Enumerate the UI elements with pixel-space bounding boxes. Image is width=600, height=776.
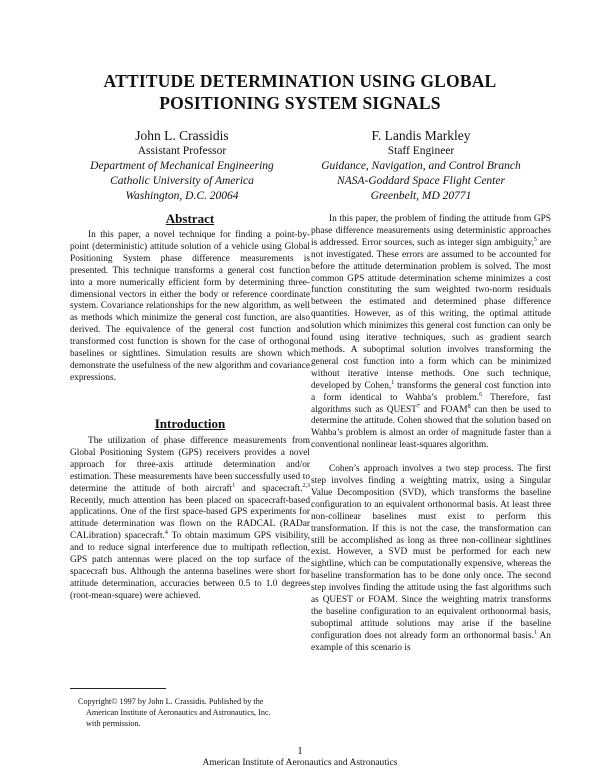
- body-paragraph-2: Cohen’s approach involves a two step process. The first step involves finding a weighting matrix, using a Singular Value Decomposition (SVD), which transforms the baseline configuration to an equivalent orthonormal basis. At least three non-collinear baselines must exist to perform this transformation. If this is not the case, the transformation can still be accomplished as long as three non-collinear sightlines exist. However, a SVD must be performed for each new sightline, which can be computationally expensive, whereas the baseline transformation has to be done only once. The second step involves finding the attitude using the fast algorithms such as QUEST or FOAM. Since the weighting matrix transforms the baseline configuration to an equivalent orthonormal basis, suboptimal attitude solutions may arise if the baseline configuration does not already form an orthonormal basis.$^1$ An example of this scenario is: [311, 464, 551, 653]
- author-institution: Catholic University of America: [110, 175, 254, 187]
- author-role: Assistant Professor: [137, 145, 227, 157]
- author-name: F. Landis Markley: [371, 128, 471, 143]
- page-footer: American Institute of Aeronautics and Astronautics: [202, 758, 398, 768]
- title-line-1: ATTITUDE DETERMINATION USING GLOBAL: [103, 71, 497, 91]
- introduction-paragraph: The utilization of phase difference measurements from Global Positioning System (GPS) receivers provides a novel approach for three-axis attitude determination and/or estimation. These measurements have been successfully used to determine the attitude of both aircraft$^1$ and spacecraft.$^{2,3}$ Recently, much attention has been placed on spacecraft-based applications. One of the first space-based GPS experiments for attitude determination was flown on the RADCAL (RADar CALibration) spacecraft.$^4$ To obtain maximum GPS visibility, and to reduce signal interference due to multipath reflection, GPS patch antennas were placed on the top surface of the spacecraft bus. Although the antenna baselines were short for attitude determination, accuracies between 0.5 to 1.0 degrees (root-mean-square) were achieved.: [70, 436, 310, 601]
- copyright-footnote: [78, 696, 298, 729]
- author-name: John L. Crassidis: [135, 128, 229, 143]
- citation: 6: [479, 391, 483, 398]
- title-line-2: POSITIONING SYSTEM SIGNALS: [159, 93, 441, 113]
- footnote-line-2: American Institute of Aeronautics and Astronautics, Inc.: [86, 708, 271, 717]
- citation: 4: [164, 530, 168, 537]
- abstract-heading: Abstract: [165, 211, 215, 226]
- author-role: Staff Engineer: [387, 145, 455, 157]
- citation: 1: [232, 482, 236, 489]
- citation: 2,3: [302, 482, 310, 489]
- footnote-line-1: Copyright© 1997 by John L. Crassidis. Published by the: [78, 697, 264, 706]
- author-location: Greenbelt, MD 20771: [370, 190, 472, 202]
- footnote-line-3: with permission.: [86, 719, 141, 728]
- body-paragraph-1: In this paper, the problem of finding the attitude from GPS phase difference measurements using deterministic approaches is addressed. Error sources, such as integer sign ambiguity,$^5$ are not investigated. These errors are assumed to be accounted for before the attitude determination problem is solved. The most common GPS attitude determination scheme minimizes a cost function constituting the sum weighted two-norm residuals between the estimated and determined phase difference quantities. However, as of this writing, the optimal attitude solution which minimizes this general cost function can only be found using iterative techniques, such as gradient search methods. A suboptimal solution involves transforming the general cost function into a form which can be minimized without iterative intense methods. One such technique, developed by Cohen,$^1$ transforms the general cost function into a form identical to Wahba’s problem.$^6$ Therefore, fast algorithms such as QUEST$^7$ and FOAM$^8$ can then be used to determine the attitude. Cohen showed that the solution based on Wahba’s problem is almost an order of magnitude faster than a conventional nonlinear least-squares algorithm.: [311, 214, 552, 451]
- author-block-1: [62, 127, 302, 204]
- page-number: 1: [297, 746, 303, 757]
- citation: 7: [416, 403, 420, 410]
- author-institution: NASA-Goddard Space Flight Center: [337, 175, 505, 187]
- citation: 1: [391, 379, 395, 386]
- citation: 1: [533, 629, 537, 636]
- paper-title: [60, 70, 540, 114]
- abstract-paragraph: In this paper, a novel technique for finding a point-by-point (deterministic) attitude solution of a vehicle using Global Positioning System phase difference measurements is presented. This technique transforms a general cost function into a more numerically efficient form by determining three-dimensional vectors in either the body or reference coordinate system. Covariance relationships for the new algorithm, as well as methods which minimize the general cost function, are also derived. The equivalence of the general cost function and transformed cost function is shown for the case of orthogonal baselines or sightlines. Simulation results are shown which demonstrate the usefulness of the new algorithm and covariance expressions.: [70, 230, 310, 383]
- author-block-2: [301, 127, 541, 204]
- citation: 5: [533, 236, 537, 243]
- abstract-body: [70, 230, 310, 385]
- author-location: Washington, D.C. 20064: [125, 190, 239, 202]
- introduction-heading: Introduction: [154, 416, 226, 431]
- author-department: Guidance, Navigation, and Control Branch: [321, 160, 521, 172]
- introduction-body: [70, 436, 310, 603]
- footnote-divider: [70, 688, 166, 689]
- right-column-body: [311, 214, 551, 655]
- citation: 8: [467, 403, 471, 410]
- author-department: Department of Mechanical Engineering: [90, 160, 274, 172]
